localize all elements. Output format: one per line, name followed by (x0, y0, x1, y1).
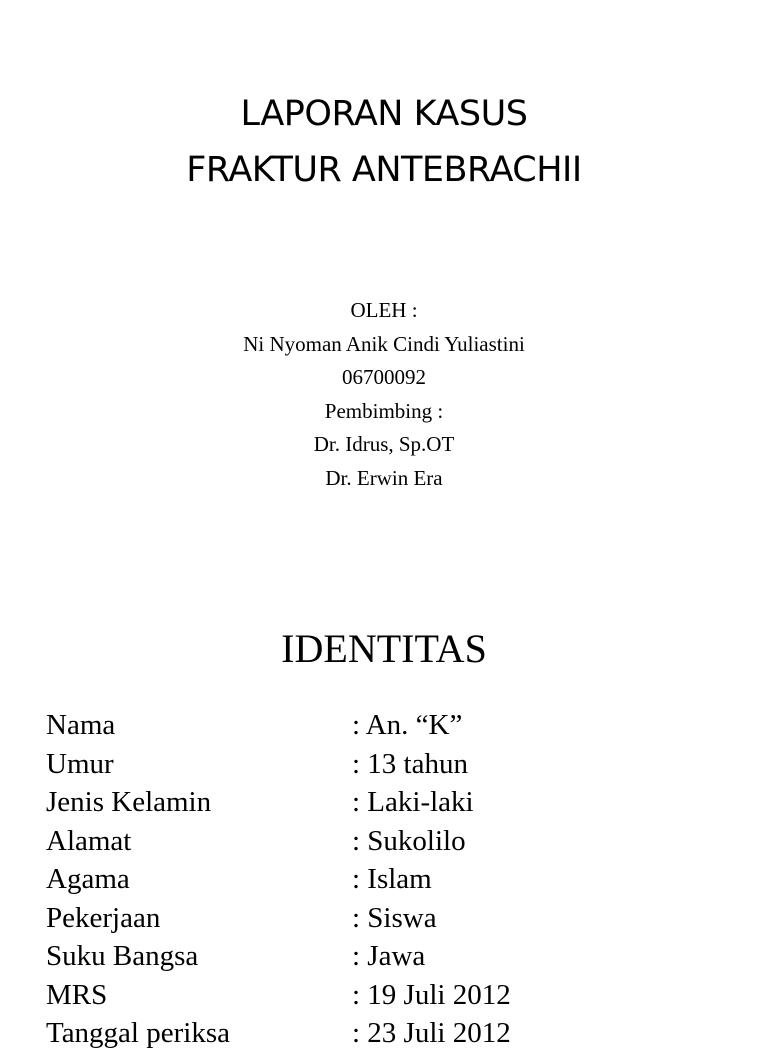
identity-value: : Jawa (352, 940, 426, 972)
supervisor-name: Dr. Erwin Era (325, 465, 443, 490)
identity-slide (0, 595, 768, 1049)
identity-label: Agama (46, 863, 130, 895)
author-block (0, 294, 768, 496)
identity-row (46, 860, 746, 899)
identity-value: : Laki-laki (352, 786, 474, 818)
supervisor-heading: Pembimbing : (324, 398, 444, 423)
identity-label: Tanggal periksa (46, 1017, 230, 1049)
identity-heading: IDENTITAS (281, 626, 487, 671)
identity-label: MRS (46, 978, 108, 1011)
student-id: 06700092 (342, 365, 426, 390)
title-line: FRAKTUR ANTEBRACHII (186, 150, 582, 190)
identity-row (46, 937, 746, 976)
identity-value: : 23 Juli 2012 (352, 1017, 511, 1049)
identity-row (46, 1014, 746, 1053)
supervisor-name: Dr. Idrus, Sp.OT (313, 432, 455, 457)
author-heading: OLEH : (350, 298, 418, 322)
identity-label: Umur (46, 747, 114, 780)
identity-list (46, 706, 746, 1053)
identity-row (46, 706, 746, 745)
identity-label: Alamat (46, 824, 132, 857)
identity-value: : Islam (352, 863, 432, 895)
title-line: LAPORAN KASUS (240, 94, 528, 134)
report-title (0, 86, 768, 198)
author-name: Ni Nyoman Anik Cindi Yuliastini (243, 331, 525, 356)
identity-label: Suku Bangsa (46, 940, 199, 972)
identity-row (46, 899, 746, 938)
identity-row (46, 976, 746, 1015)
identity-row (46, 783, 746, 822)
identity-value: : 19 Juli 2012 (352, 978, 511, 1011)
identity-row (46, 822, 746, 861)
identity-value: : 13 tahun (352, 747, 468, 780)
identity-label: Jenis Kelamin (46, 786, 212, 818)
identity-value: : An. “K” (352, 709, 463, 741)
identity-row (46, 745, 746, 784)
identity-label: Pekerjaan (46, 901, 161, 934)
identity-label: Nama (46, 709, 116, 741)
identity-value: : Siswa (352, 901, 437, 934)
identity-value: : Sukolilo (352, 824, 466, 857)
